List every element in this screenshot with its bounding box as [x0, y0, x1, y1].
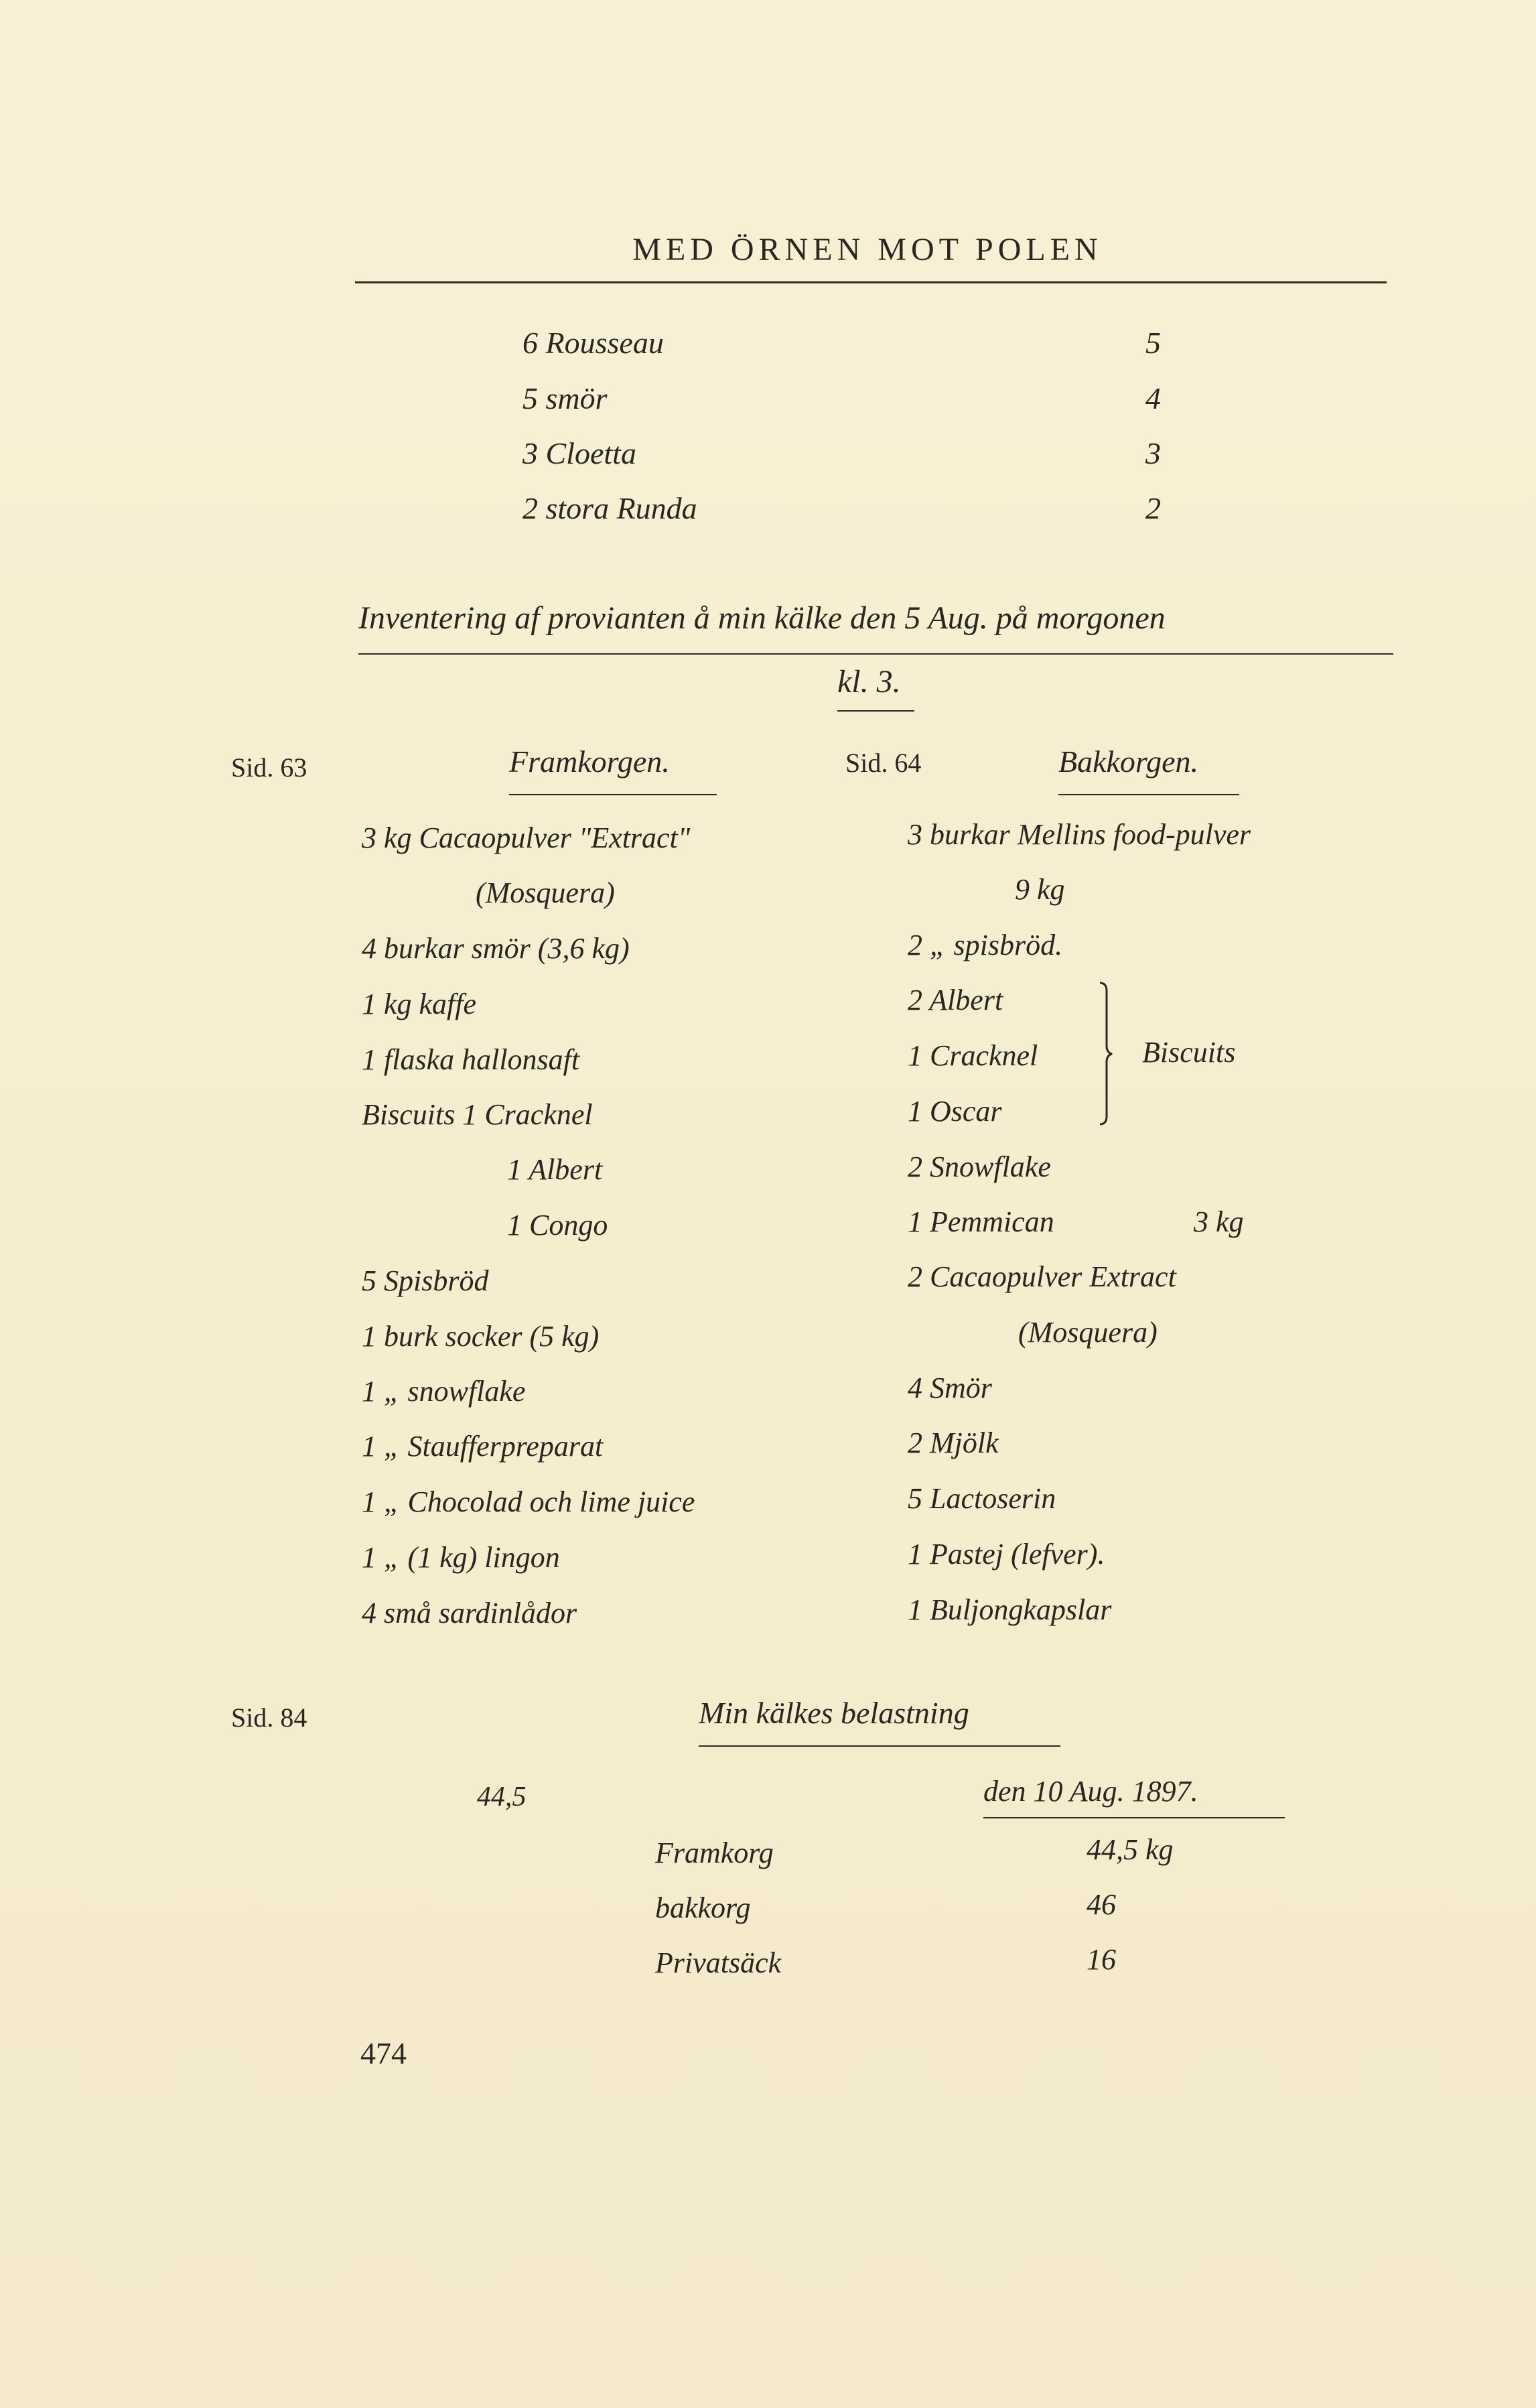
inventory-time-underline	[837, 710, 914, 712]
top-list-item: 6 Rousseau	[522, 326, 664, 360]
framkorgen-item: 1 Albert	[507, 1153, 603, 1186]
load-row-label: bakkorg	[655, 1891, 751, 1924]
sid-reference: Sid. 63	[231, 752, 307, 783]
bakkorgen-item: 5 Lactoserin	[908, 1482, 1056, 1515]
framkorgen-underline	[509, 794, 717, 795]
bakkorgen-item: 3 burkar Mellins food-pulver	[908, 818, 1251, 851]
running-header: MED ÖRNEN MOT POLEN	[632, 232, 1103, 267]
header-rule	[355, 281, 1387, 283]
bakkorgen-underline	[1058, 794, 1239, 795]
top-list-value: 3	[1145, 436, 1161, 470]
framkorgen-item: 1 kg kaffe	[362, 988, 477, 1020]
framkorgen-item: 5 Spisbröd	[362, 1264, 489, 1297]
load-date-underline	[983, 1817, 1285, 1818]
inventory-title: Inventering af provianten å min kälke den 5 Aug. på morgonen	[358, 600, 1166, 636]
pemmican-weight: 3 kg	[1194, 1205, 1244, 1238]
load-left-value: 44,5	[477, 1782, 527, 1812]
load-title-underline	[699, 1745, 1060, 1747]
inventory-title-time: kl. 3.	[837, 664, 901, 699]
top-list-item: 3 Cloetta	[522, 436, 636, 470]
framkorgen-item: 1 „ snowflake	[362, 1375, 526, 1408]
framkorgen-item: 1 flaska hallonsaft	[362, 1043, 580, 1076]
load-row-value: 44,5 kg	[1087, 1833, 1174, 1866]
bakkorgen-item: 1 Pastej (lefver).	[908, 1538, 1105, 1570]
bakkorgen-item: 1 Oscar	[908, 1095, 1002, 1128]
load-row-label: Privatsäck	[655, 1946, 782, 1979]
top-list-item: 5 smör	[522, 381, 608, 415]
framkorgen-heading: Framkorgen.	[509, 744, 670, 779]
biscuits-brace	[1099, 982, 1113, 1126]
framkorgen-item: 3 kg Cacaopulver "Extract"	[362, 821, 691, 854]
bakkorgen-item: 1 Pemmican	[908, 1205, 1054, 1238]
bakkorgen-item: 1 Buljongkapslar	[908, 1593, 1112, 1626]
page-number: 474	[360, 2036, 407, 2070]
sid-reference: Sid. 64	[845, 748, 922, 778]
framkorgen-item: 1 „ (1 kg) lingon	[362, 1541, 560, 1574]
bakkorgen-item: 9 kg	[1015, 873, 1065, 906]
framkorgen-item: (Mosquera)	[476, 876, 615, 909]
inventory-title-underline	[358, 653, 1393, 655]
framkorgen-item: 1 „ Staufferpreparat	[362, 1430, 604, 1463]
framkorgen-item: 1 Congo	[507, 1209, 608, 1242]
bakkorgen-item: 2 Albert	[908, 984, 1003, 1016]
load-row-value: 16	[1087, 1943, 1116, 1976]
framkorgen-item: Biscuits 1 Cracknel	[362, 1098, 593, 1131]
top-list-value: 4	[1145, 381, 1161, 415]
bakkorgen-heading: Bakkorgen.	[1058, 744, 1199, 779]
bakkorgen-item: 4 Smör	[908, 1372, 992, 1404]
bakkorgen-item: 2 Cacaopulver Extract	[908, 1260, 1176, 1293]
bakkorgen-item: 2 Snowflake	[908, 1150, 1051, 1183]
sid-reference: Sid. 84	[231, 1702, 307, 1733]
bakkorgen-item: (Mosquera)	[1018, 1316, 1158, 1349]
bakkorgen-item: 2 Mjölk	[908, 1426, 999, 1459]
biscuits-label: Biscuits	[1142, 1036, 1236, 1069]
top-list-value: 2	[1145, 491, 1161, 525]
load-title: Min kälkes belastning	[699, 1696, 969, 1730]
bakkorgen-item: 1 Cracknel	[908, 1039, 1038, 1072]
load-row-label: Framkorg	[655, 1836, 774, 1869]
load-row-value: 46	[1087, 1888, 1116, 1921]
framkorgen-item: 4 burkar smör (3,6 kg)	[362, 932, 630, 965]
framkorgen-item: 4 små sardinlådor	[362, 1597, 577, 1629]
bakkorgen-item: 2 „ spisbröd.	[908, 929, 1063, 961]
framkorgen-item: 1 „ Chocolad och lime juice	[362, 1485, 695, 1518]
top-list-value: 5	[1145, 326, 1161, 360]
load-date: den 10 Aug. 1897.	[983, 1775, 1198, 1808]
framkorgen-item: 1 burk socker (5 kg)	[362, 1320, 600, 1353]
top-list-item: 2 stora Runda	[522, 491, 697, 525]
